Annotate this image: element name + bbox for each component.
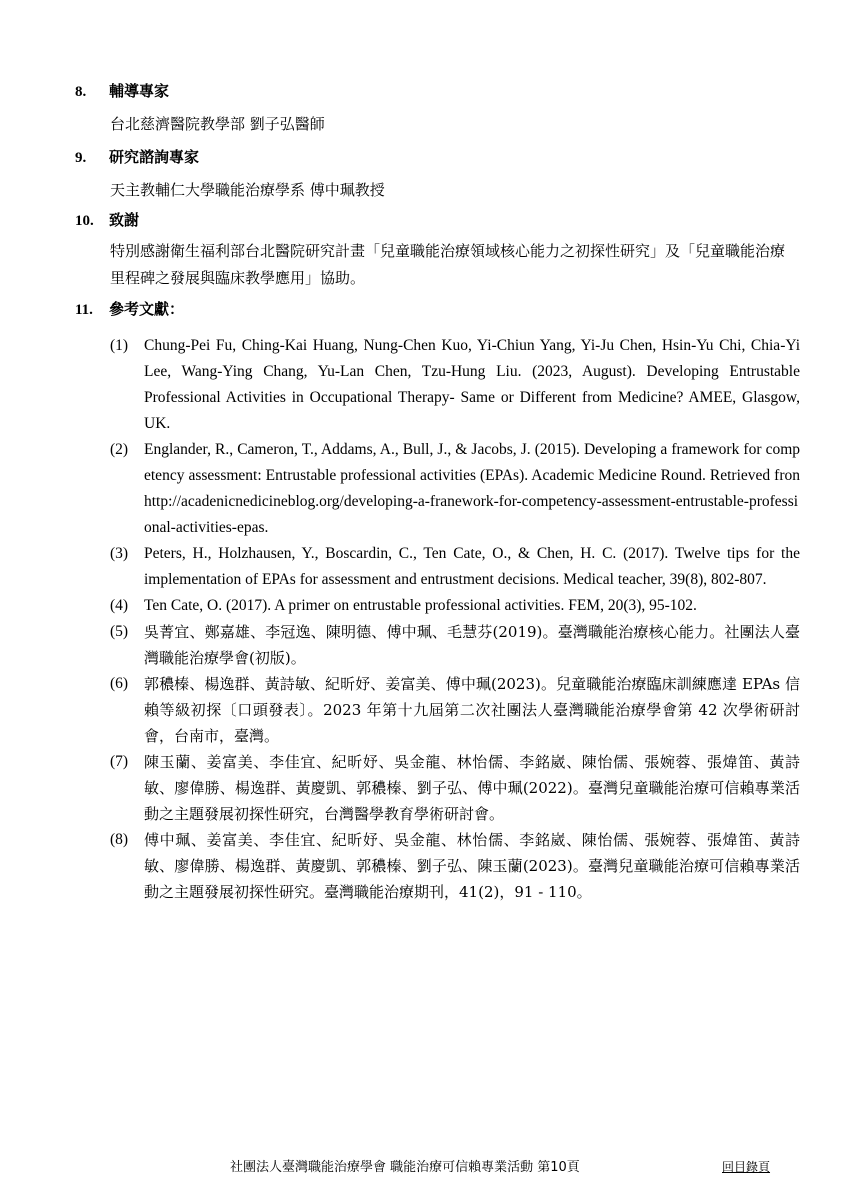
reference-text: 郭穠榛、楊逸群、黃詩敏、紀昕妤、姜富美、傅中珮(2023)。兒童職能治療臨床訓練應達 EPAs 信賴等級初探〔口頭發表〕。2023 年第十九屆第二次社團法人臺灣職能治療學會第 42 次學術研討會，台南市，臺灣。	[144, 675, 800, 745]
back-to-toc-link[interactable]: 回目錄頁	[722, 1160, 771, 1174]
reference-text: 傅中珮、姜富美、李佳宜、紀昕妤、吳金龍、林怡儒、李銘崴、陳怡儒、張婉蓉、張煒笛、黃詩敏、廖偉勝、楊逸群、黃慶凱、郭穠榛、劉子弘、陳玉蘭(2023)。臺灣兒童職能治療可信賴專業活動之主題發展初探性研究。臺灣職能治療期刊，41(2)，91 - 110。	[144, 831, 800, 901]
section-number: 11.	[75, 302, 93, 318]
reference-number: (3)	[110, 545, 129, 562]
reference-list	[110, 333, 800, 905]
footer-text: 社團法人臺灣職能治療學會 職能治療可信賴專業活動 第10頁	[230, 1160, 580, 1175]
reference-text: 吳菁宜、鄭嘉雄、李冠逸、陳明德、傅中珮、毛慧芬(2019)。臺灣職能治療核心能力。社團法人臺灣職能治療學會(初版)。	[144, 623, 800, 667]
reference-number: (4)	[110, 597, 129, 614]
section-title: 參考文獻：	[109, 300, 185, 318]
reference-item	[110, 437, 800, 541]
reference-number: (7)	[110, 753, 129, 770]
reference-item	[110, 749, 800, 827]
section-heading	[75, 209, 139, 230]
reference-text: 陳玉蘭、姜富美、李佳宜、紀昕妤、吳金龍、林怡儒、李銘崴、陳怡儒、張婉蓉、張煒笛、黃詩敏、廖偉勝、楊逸群、黃慶凱、郭穠榛、劉子弘、傅中珮(2022)。臺灣兒童職能治療可信賴專業活動之主題發展初探性研究，台灣醫學教育學術研討會。	[144, 753, 800, 823]
section-body: 特別感謝衛生福利部台北醫院研究計畫「兒童職能治療領域核心能力之初探性研究」及「兒童職能治療里程碑之發展與臨床教學應用」協助。	[110, 242, 786, 287]
reference-text: Ten Cate, O. (2017). A primer on entrustable professional activities. FEM, 20(3), 95-102.	[144, 597, 697, 614]
section-heading	[75, 80, 169, 101]
section-body: 台北慈濟醫院教學部 劉子弘醫師	[110, 115, 325, 133]
section-number: 8.	[75, 84, 87, 100]
reference-item	[110, 333, 800, 437]
section-heading	[75, 298, 184, 319]
section-title: 研究諮詢專家	[109, 148, 200, 166]
section-title: 致謝	[109, 211, 140, 229]
reference-number: (1)	[110, 337, 129, 354]
section-number: 9.	[75, 150, 87, 166]
section-body: 天主教輔仁大學職能治療學系 傅中珮教授	[110, 181, 385, 199]
reference-text: Peters, H., Holzhausen, Y., Boscardin, C., Ten Cate, O., & Chen, H. C. (2017). Twelve tips for the implementation of EPAs for assessment and entrustment decisions. Medical teacher, 39(8), 802-807.	[144, 545, 800, 588]
reference-item	[110, 671, 800, 749]
section-heading	[75, 146, 199, 167]
reference-number: (5)	[110, 623, 129, 640]
reference-item	[110, 827, 800, 905]
reference-text: Chung-Pei Fu, Ching-Kai Huang, Nung-Chen Kuo, Yi-Chiun Yang, Yi-Ju Chen, Hsin-Yu Chi, Chia-Yi Lee, Wang-Ying Chang, Yu-Lan Chen, Tzu-Hung Liu. (2023, August). Developing Entrustable Professional Activities in Occupational Therapy- Same or Different from Medicine? AMEE, Glasgow, UK.	[144, 337, 800, 432]
section-number: 10.	[75, 213, 94, 229]
section-title: 輔導專家	[109, 82, 170, 100]
reference-number: (8)	[110, 831, 129, 848]
reference-number: (2)	[110, 441, 129, 458]
reference-item	[110, 593, 800, 619]
reference-item	[110, 619, 800, 671]
reference-number: (6)	[110, 675, 129, 692]
reference-item	[110, 541, 800, 593]
reference-text: Englander, R., Cameron, T., Addams, A., Bull, J., & Jacobs, J. (2015). Developing a framework for competency assessment: Entrustable professional activities (EPAs). Academic Medicine Round. Retrieved fron http://acadenicnedicineblog.org/developing-a-franework-for-competency-assessment-entrustable-professional-activities-epas.	[144, 441, 800, 536]
